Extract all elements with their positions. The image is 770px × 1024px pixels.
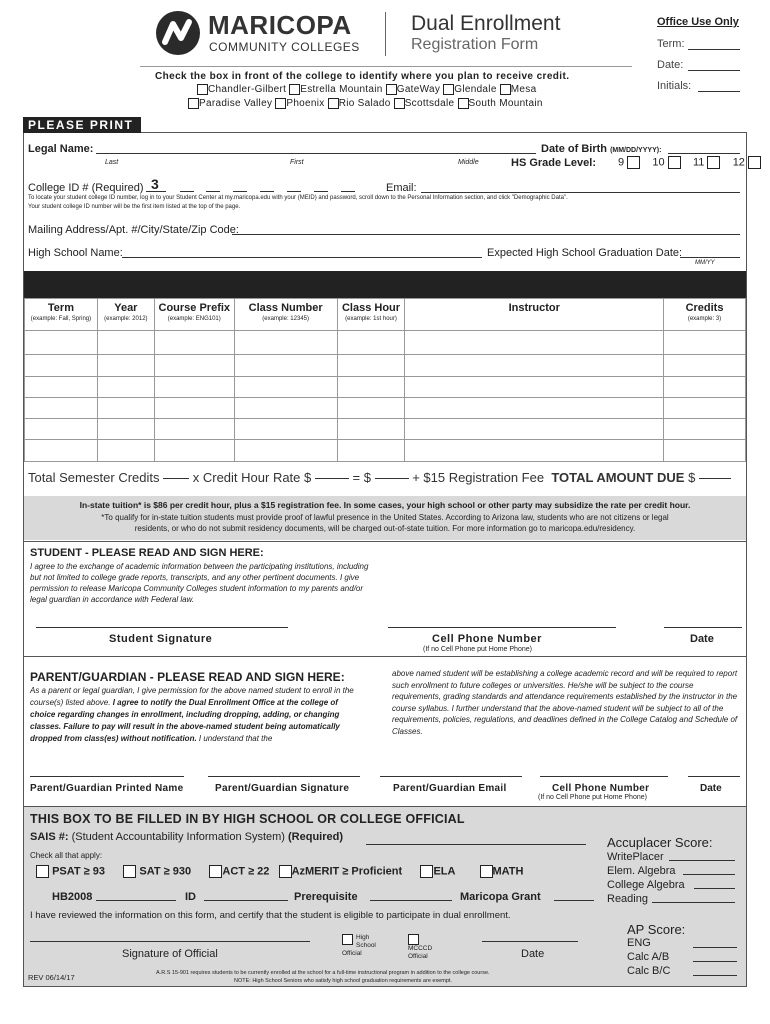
header-rule (140, 66, 632, 67)
email-line[interactable] (421, 192, 740, 193)
student-heading: STUDENT - PLEASE READ AND SIGN HERE: (30, 547, 264, 559)
ela-checkbox[interactable] (420, 865, 433, 878)
table-cell[interactable] (234, 419, 337, 440)
table-cell[interactable] (405, 331, 664, 355)
college-label: Estrella Mountain (300, 84, 383, 96)
check-label: SAT ≥ 930 (139, 865, 192, 878)
course-table-wrap (24, 298, 746, 462)
dob-line[interactable] (668, 153, 740, 154)
legal-name-line[interactable] (96, 153, 536, 154)
header-example: (example: 1st hour) (345, 316, 397, 322)
college-label: South Mountain (468, 98, 543, 110)
mailing-address-label: Mailing Address/Apt. #/City/State/Zip Code: (28, 224, 239, 236)
table-cell[interactable] (25, 398, 98, 419)
parent-text-c: I understand that the (196, 734, 273, 743)
high-school-label: High School Name: (28, 247, 123, 259)
table-cell[interactable] (97, 398, 154, 419)
parent-agreement-text-left (30, 685, 365, 745)
college-id-digit-6[interactable] (287, 191, 301, 192)
course-table-header-bar (24, 271, 746, 298)
table-cell[interactable] (154, 331, 234, 355)
table-cell[interactable] (97, 331, 154, 355)
table-cell[interactable] (154, 419, 234, 440)
sais-label: SAIS #: (30, 831, 69, 843)
table-cell[interactable] (664, 355, 746, 377)
header-label: Term (47, 302, 74, 314)
college-checkbox-scottsdale[interactable] (394, 98, 405, 109)
col-term (25, 299, 98, 331)
student-bottom-divider (24, 656, 746, 657)
student-agreement-text: I agree to the exchange of academic information between the participating institutions, including but not limited to college grade reports, transcripts, and any other pertinent documents. I give permission to release Maricopa Community Colleges student information to my parents and/or legal guardian in accordance with Federal law. (30, 562, 369, 604)
certify-text: I have reviewed the information on this form, and certify that the student is eligible to participate in dual enrollment. (30, 910, 511, 921)
header-label: Class Number (248, 302, 323, 314)
table-cell[interactable] (234, 331, 337, 355)
col-class-number (234, 299, 337, 331)
header-example: (example: 12345) (262, 316, 309, 322)
table-cell[interactable] (405, 377, 664, 398)
col-instructor (405, 299, 664, 331)
parent-signature-label: Parent/Guardian Signature (215, 783, 350, 794)
office-date-line[interactable] (688, 70, 740, 71)
official-heading: THIS BOX TO BE FILLED IN BY HIGH SCHOOL OR COLLEGE OFFICIAL (30, 812, 465, 826)
dob-format: (MM/DD/YYYY): (610, 147, 662, 154)
ap-calc-bc-label: Calc B/C (627, 965, 671, 977)
subtotal-line[interactable] (375, 478, 409, 479)
parent-email-line[interactable] (380, 776, 522, 777)
maricopa-grant-line[interactable] (554, 900, 594, 901)
college-checkbox-chandler-gilbert[interactable] (197, 84, 208, 95)
please-print-label: PLEASE PRINT (23, 117, 141, 133)
parent-date-label: Date (700, 783, 722, 794)
course-table (24, 298, 746, 462)
header-example: (example: Fall, Spring) (30, 316, 92, 322)
header-divider (385, 12, 386, 56)
ars-note-2: NOTE: High School Seniors who satisfy high school graduation requirements are exempt. (234, 978, 452, 984)
ap-calc-bc-line[interactable] (693, 975, 737, 976)
sais-required: (Required) (288, 831, 344, 843)
table-cell[interactable] (97, 355, 154, 377)
total-credits-line[interactable] (163, 478, 189, 479)
high-school-line[interactable] (122, 257, 482, 258)
office-term-line[interactable] (688, 49, 740, 50)
sat-checkbox[interactable] (123, 865, 136, 878)
table-cell[interactable] (664, 419, 746, 440)
header-example: (example: 3) (687, 316, 722, 322)
prerequisite-line[interactable] (370, 900, 452, 901)
elem-algebra-label: Elem. Algebra (607, 865, 676, 877)
office-term-label: Term: (657, 38, 685, 50)
table-cell[interactable] (154, 377, 234, 398)
table-cell[interactable] (337, 440, 405, 462)
college-id-digit-2[interactable] (180, 191, 194, 192)
mailing-address-line[interactable] (232, 234, 740, 235)
table-cell[interactable] (25, 419, 98, 440)
writeplacer-line[interactable] (669, 860, 735, 861)
mcccd-official-option (408, 934, 478, 961)
first-name-hint: First (290, 159, 304, 166)
table-cell[interactable] (154, 398, 234, 419)
hs-official-checkbox[interactable] (342, 934, 353, 945)
student-divider (24, 541, 746, 542)
grad-date-label: Expected High School Graduation Date: (487, 247, 683, 259)
college-checkbox-gateway[interactable] (386, 84, 397, 95)
email-label: Email: (386, 182, 417, 194)
college-label: Paradise Valley (199, 98, 273, 110)
table-cell[interactable] (405, 355, 664, 377)
header-example: (example: 2012) (104, 316, 148, 322)
act-checkbox[interactable] (209, 865, 222, 878)
table-cell[interactable] (97, 440, 154, 462)
parent-printed-name-label: Parent/Guardian Printed Name (30, 783, 184, 794)
table-cell[interactable] (664, 377, 746, 398)
college-checkbox-glendale[interactable] (443, 84, 454, 95)
table-cell[interactable] (25, 440, 98, 462)
total-semester-credits-label: Total Semester Credits (28, 470, 160, 485)
college-id-help-2: Your student college ID number will be the first item listed at the top of the page. (28, 204, 241, 210)
college-id-digit-5[interactable] (260, 191, 274, 192)
total-amount-due-label: TOTAL AMOUNT DUE (551, 470, 685, 485)
table-cell[interactable] (25, 377, 98, 398)
hb2008-label: HB2008 (52, 891, 93, 903)
college-id-digit-4[interactable] (233, 191, 247, 192)
official-date-label: Date (521, 948, 545, 960)
hs-grade-options (618, 156, 761, 169)
grade-checkbox-9[interactable] (627, 156, 640, 169)
college-id-digit-3[interactable] (206, 191, 220, 192)
logo-subtitle: COMMUNITY COLLEGES (209, 40, 360, 54)
course-table-header-row (25, 299, 746, 331)
college-instruction: Check the box in front of the college to identify where you plan to receive credit. (155, 71, 570, 82)
total-amount-line[interactable] (699, 478, 731, 479)
grade-checkbox-11[interactable] (707, 156, 720, 169)
mcccd-official-checkbox[interactable] (408, 934, 419, 945)
azmerit-checkbox[interactable] (279, 865, 292, 878)
col-course-prefix (154, 299, 234, 331)
sais-desc: (Student Accountability Information System) (68, 831, 289, 843)
maricopa-logo-icon (155, 10, 201, 56)
table-cell[interactable] (154, 440, 234, 462)
parent-agreement-text-right: above named student will be establishing a college academic record and will be required to report such enrollment to future colleges or universities. He/she will be subject to the course requirements, grading standards and attendance requirements established by the instructor in the course syllabus. I further understand that the above-named student will be subject to all of the requirements, policies, regulations, and deadlines defined in the College Catalog and Schedule of Classes. (392, 669, 738, 736)
college-id-help-1: To locate your student college ID number, log in to your Student Center at my.maricopa.edu with your (MEID) and password, scroll down to the Personal Information section, and click "Demographic Data". (28, 195, 568, 201)
col-credits (664, 299, 746, 331)
psat-checkbox[interactable] (36, 865, 49, 878)
parent-phone-label: Cell Phone Number (552, 783, 650, 794)
registration-fee-label: + $15 Registration Fee (412, 470, 545, 485)
grade-checkbox-10[interactable] (668, 156, 681, 169)
header-label: Class Hour (341, 302, 401, 314)
college-id-digit-1 (146, 191, 166, 192)
ap-score-heading: AP Score: (627, 922, 686, 937)
header-label: Year (114, 302, 138, 314)
office-initials-line[interactable] (698, 91, 740, 92)
student-date-label: Date (690, 633, 714, 645)
office-date-label: Date: (657, 59, 684, 71)
official-signature-line[interactable] (30, 941, 310, 942)
tuition-info-box (24, 496, 746, 540)
table-cell[interactable] (234, 440, 337, 462)
college-label: Chandler-Gilbert (208, 84, 287, 96)
table-row (25, 419, 746, 440)
college-label: GateWay (396, 84, 441, 96)
college-label: Phoenix (286, 98, 325, 110)
office-use-title: Office Use Only (657, 16, 739, 28)
hs-official-label: High School Official (342, 934, 376, 957)
last-name-hint: Last (105, 159, 119, 166)
credit-hour-rate-line[interactable] (315, 478, 349, 479)
college-label: Rio Salado (338, 98, 391, 110)
table-row (25, 331, 746, 355)
elem-algebra-line[interactable] (683, 874, 735, 875)
table-cell[interactable] (405, 398, 664, 419)
table-cell[interactable] (664, 398, 746, 419)
check-all-label: Check all that apply: (30, 851, 103, 860)
ap-eng-label: ENG (627, 937, 651, 949)
math-checkbox[interactable] (480, 865, 493, 878)
student-signature-line[interactable] (36, 627, 288, 628)
form-title: Dual Enrollment (411, 12, 561, 35)
table-cell[interactable] (154, 355, 234, 377)
table-cell[interactable] (337, 355, 405, 377)
parent-phone-line[interactable] (540, 776, 668, 777)
table-cell[interactable] (25, 355, 98, 377)
prerequisite-label: Prerequisite (294, 891, 358, 903)
tuition-info-line-1: In-state tuition* is $86 per credit hour, plus a $15 registration fee. In some cases, your high school or other party may subsidize the rate per credit hour. (79, 500, 691, 510)
college-checkbox-mesa[interactable] (500, 84, 511, 95)
middle-name-hint: Middle (458, 159, 479, 166)
college-algebra-line[interactable] (694, 888, 735, 889)
official-signature-label: Signature of Official (122, 948, 218, 960)
tuition-info-line-3: residents, or who do not submit residency documents, will be charged out-of-state tuition. For more information go to maricopa.edu/residency. (134, 524, 636, 533)
col-class-hour (337, 299, 405, 331)
table-row (25, 377, 746, 398)
table-cell[interactable] (337, 377, 405, 398)
table-row (25, 440, 746, 462)
parent-signature-line[interactable] (208, 776, 360, 777)
legal-name-label: Legal Name: (28, 143, 94, 155)
reading-line[interactable] (652, 902, 735, 903)
mcccd-official-label: MCCCD Official (408, 945, 433, 960)
table-cell[interactable] (664, 331, 746, 355)
grad-date-format: MM/YY (695, 260, 715, 266)
accuplacer-heading: Accuplacer Score: (607, 835, 713, 850)
table-row (25, 355, 746, 377)
college-id-label: College ID # (Required) (28, 182, 144, 194)
writeplacer-label: WritePlacer (607, 851, 664, 863)
table-cell[interactable] (234, 398, 337, 419)
student-phone-note: (If no Cell Phone put Home Phone) (423, 646, 532, 653)
maricopa-logo (155, 10, 201, 56)
maricopa-grant-label: Maricopa Grant (460, 891, 541, 903)
college-row-2 (188, 98, 543, 109)
college-id-first-digit: 3 (151, 176, 159, 192)
ars-note-1: A.R.S 15-901 requires students to be currently enrolled at the school for a full-time instructional program in addition to the college course. (156, 970, 490, 976)
college-id-digit-8[interactable] (341, 191, 355, 192)
college-checkbox-south-mountain[interactable] (458, 98, 469, 109)
parent-heading: PARENT/GUARDIAN - PLEASE READ AND SIGN HERE: (30, 670, 345, 684)
parent-phone-note: (If no Cell Phone put Home Phone) (538, 794, 647, 801)
college-checkbox-estrella-mountain[interactable] (289, 84, 300, 95)
student-date-line[interactable] (664, 627, 742, 628)
header-label: Instructor (508, 302, 560, 314)
table-cell[interactable] (337, 419, 405, 440)
check-label: PSAT ≥ 93 (52, 865, 105, 878)
grad-date-line[interactable] (680, 257, 740, 258)
table-cell[interactable] (234, 355, 337, 377)
parent-date-line[interactable] (688, 776, 740, 777)
ap-calc-ab-line[interactable] (693, 961, 737, 962)
header-example: (example: ENG101) (167, 316, 221, 322)
parent-printed-name-line[interactable] (30, 776, 184, 777)
college-id-digit-7[interactable] (314, 191, 328, 192)
sais-line[interactable] (366, 844, 586, 845)
header-label: Course Prefix (158, 302, 231, 314)
college-label: Mesa (510, 84, 537, 96)
table-cell[interactable] (405, 440, 664, 462)
college-checkbox-phoenix[interactable] (275, 98, 286, 109)
office-initials-label: Initials: (657, 80, 692, 92)
grade-label: 10 (652, 156, 665, 169)
table-cell[interactable] (337, 331, 405, 355)
hs-official-option (342, 934, 412, 958)
check-label: ELA (433, 865, 456, 878)
check-label: ACT ≥ 22 (222, 865, 270, 878)
office-use-box (650, 12, 746, 102)
id-line[interactable] (204, 900, 288, 901)
college-checkbox-rio-salado[interactable] (328, 98, 339, 109)
reading-label: Reading (607, 893, 648, 905)
table-row (25, 398, 746, 419)
total-dollar-sign: $ (688, 470, 696, 485)
table-cell[interactable] (664, 440, 746, 462)
check-label: MATH (492, 865, 524, 878)
hs-grade-label: HS Grade Level: (511, 157, 596, 169)
form-subtitle: Registration Form (411, 36, 539, 53)
id-label: ID (185, 891, 196, 903)
table-cell[interactable] (97, 419, 154, 440)
student-phone-line[interactable] (388, 627, 616, 628)
table-cell[interactable] (25, 331, 98, 355)
college-checkbox-paradise-valley[interactable] (188, 98, 199, 109)
credit-hour-rate-label: x Credit Hour Rate $ (192, 470, 312, 485)
grade-checkbox-12[interactable] (748, 156, 761, 169)
hb2008-line[interactable] (96, 900, 176, 901)
table-cell[interactable] (405, 419, 664, 440)
table-cell[interactable] (97, 377, 154, 398)
grade-label: 9 (618, 156, 625, 169)
col-year (97, 299, 154, 331)
totals-row (28, 470, 731, 485)
sais-row (30, 831, 343, 843)
student-signature-label: Student Signature (109, 633, 213, 645)
college-algebra-label: College Algebra (607, 879, 685, 891)
logo-name: MARICOPA (208, 10, 352, 40)
table-cell[interactable] (234, 377, 337, 398)
equals-label: = $ (352, 470, 371, 485)
check-label: AzMERIT ≥ Proficient (291, 865, 403, 878)
parent-email-label: Parent/Guardian Email (393, 783, 507, 794)
dob-text: Date of Birth (541, 143, 607, 155)
official-date-line[interactable] (482, 941, 578, 942)
college-row-1 (197, 84, 536, 95)
college-label: Glendale (454, 84, 497, 96)
header-label: Credits (685, 302, 724, 314)
grade-label: 12 (732, 156, 745, 169)
revision-label: REV 06/14/17 (28, 973, 75, 982)
parent-text-b: I agree to notify the Dual Enrollment Office at the college of choice regarding changes in enrollment, including dropping, adding, or changing classes. Failure to pay will result in the above-named student being automatically dropped from class(es) without notification. (30, 698, 340, 743)
college-label: Scottsdale (404, 98, 455, 110)
student-phone-label: Cell Phone Number (432, 633, 542, 645)
ap-calc-ab-label: Calc A/B (627, 951, 670, 963)
table-cell[interactable] (337, 398, 405, 419)
grade-label: 11 (692, 156, 705, 169)
parent-text-a: As a parent or legal guardian, I give permission for the above named student to enroll in the course(s) listed above. (30, 686, 354, 707)
test-checkboxes (36, 865, 523, 878)
dob-label (541, 143, 661, 155)
tuition-info-line-2: *To qualify for in-state tuition students must provide proof of lawful presence in the United States. According to Arizona law, students who are not citizens or legal (101, 513, 669, 522)
ap-eng-line[interactable] (693, 947, 737, 948)
